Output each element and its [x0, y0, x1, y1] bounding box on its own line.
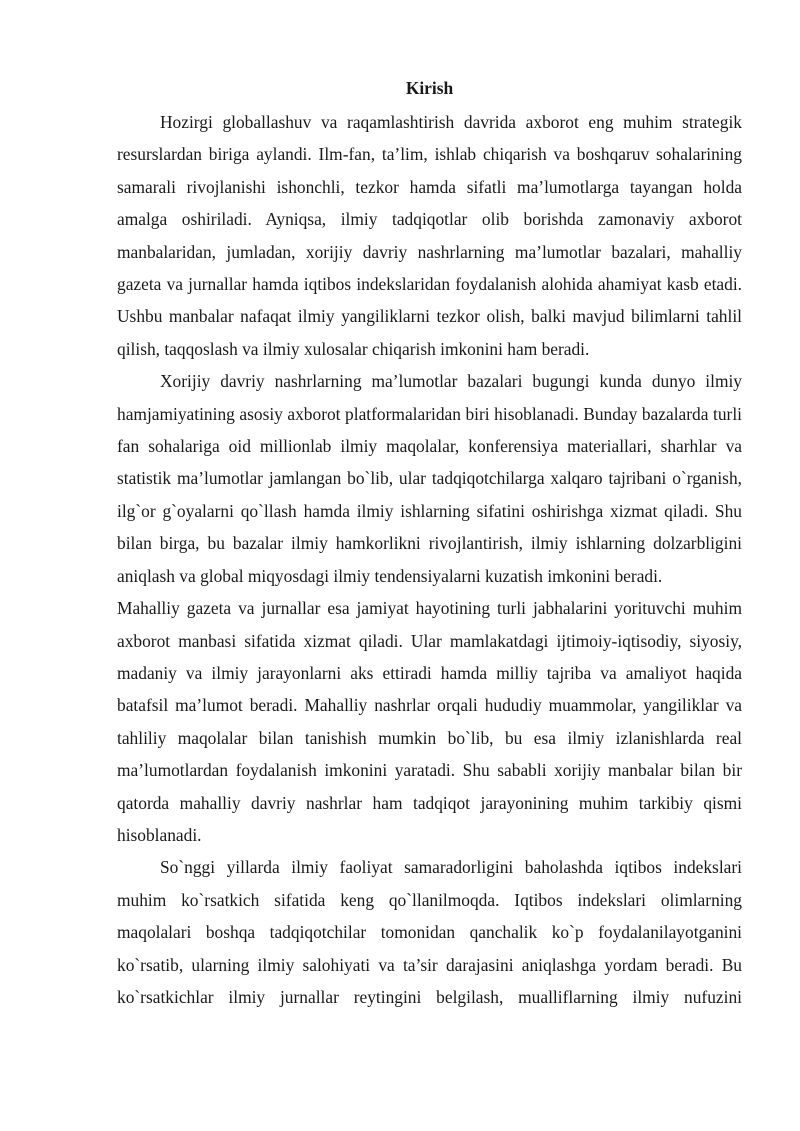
paragraph-citation-indexes: So`nggi yillarda ilmiy faoliyat samaradorligini baholashda iqtibos indekslari muhim ko`rsatkich sifatida keng qo`llanilmoqda. Iqtibos indekslari olimlarning maqolalari boshqa tadqiqotchilar tomonidan qanchalik ko`p foydalanilayotganini ko`rsatib, ularning ilmiy salohiyati va ta’sir darajasini aniqlashga yordam beradi. Bu ko`rsatkichlar ilmiy jurnallar reytingini belgilash, mualliflarning ilmiy nufuzini: [117, 857, 742, 1007]
section-title: Kirish: [405, 78, 454, 98]
paragraph-intro: Hozirgi globallashuv va raqamlashtirish davrida axborot eng muhim strategik resurslardan biriga aylandi. Ilm-fan, ta’lim, ishlab chiqarish va boshqaruv sohalarining samarali rivojlanishi ishonchli, tezkor hamda sifatli ma’lumotlarga tayangan holda amalga oshiriladi. Ayniqsa, ilmiy tadqiqotlar olib borishda zamonaviy axborot manbalaridan, jumladan, xorijiy davriy nashrlarning ma’lumotlar bazalari, mahalliy gazeta va jurnallar hamda iqtibos indekslaridan foydalanish alohida ahamiyat kasb etadi. Ushbu manbalar nafaqat ilmiy yangiliklarni tezkor olish, balki mavjud bilimlarni tahlil qilish, taqqoslash va ilmiy xulosalar chiqarish imkonini ham beradi.: [117, 112, 742, 359]
paragraph-foreign-databases: Xorijiy davriy nashrlarning ma’lumotlar bazalari bugungi kunda dunyo ilmiy hamjamiyatining asosiy axborot platformalaridan biri hisoblanadi. Bunday bazalarda turli fan sohalariga oid millionlab ilmiy maqolalar, konferensiya materiallari, sharhlar va statistik ma’lumotlar jamlangan bo`lib, ular tadqiqotchilarga xalqaro tajribani o`rganish, ilg`or g`oyalarni qo`llash hamda ilmiy ishlarning sifatini oshirishga xizmat qiladi. Shu bilan birga, bu bazalar ilmiy hamkorlikni rivojlantirish, ilmiy ishlarning dolzarbligini aniqlash va global miqyosdagi ilmiy tendensiyalarni kuzatish imkonini beradi.: [117, 371, 742, 586]
document-body: [117, 76, 742, 1013]
paragraph-local-press: Mahalliy gazeta va jurnallar esa jamiyat hayotining turli jabhalarini yorituvchi muhim axborot manbasi sifatida xizmat qiladi. Ular mamlakatdagi ijtimoiy-iqtisodiy, siyosiy, madaniy va ilmiy jarayonlarni aks ettiradi hamda milliy tajriba va amaliyot haqida batafsil ma’lumot beradi. Mahalliy nashrlar orqali hududiy muammolar, yangiliklar va tahliliy maqolalar bilan tanishish mumkin bo`lib, bu esa ilmiy izlanishlarda real ma’lumotlardan foydalanish imkonini yaratadi. Shu sababli xorijiy manbalar bilan bir qatorda mahalliy davriy nashrlar ham tadqiqot jarayonining muhim tarkibiy qismi hisoblanadi.: [117, 598, 742, 845]
